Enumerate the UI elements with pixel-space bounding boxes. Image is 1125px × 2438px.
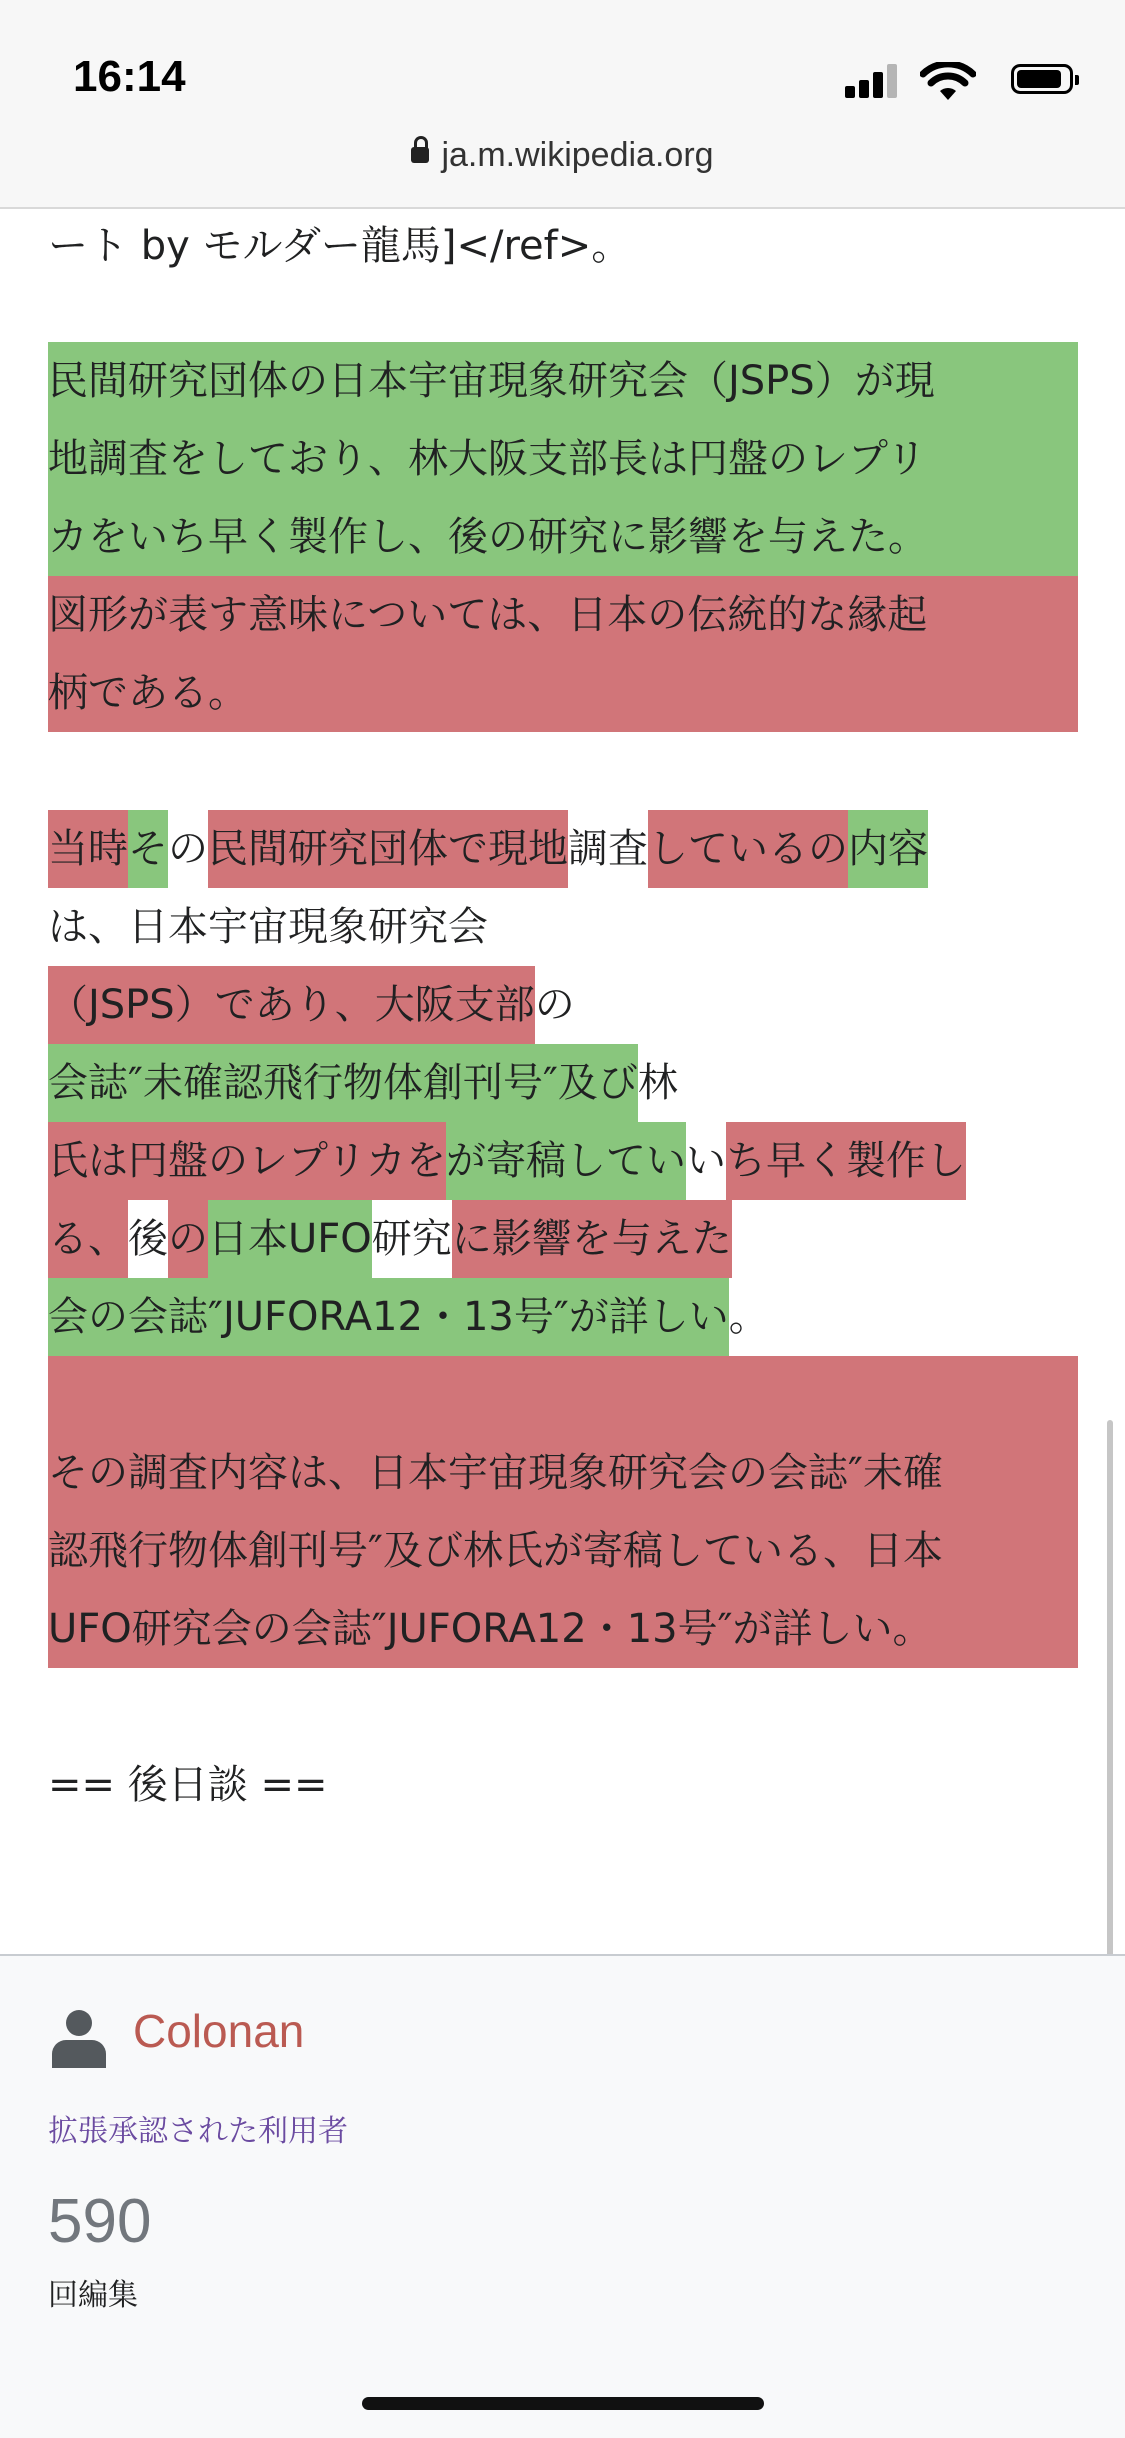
unchanged-segment: い [686, 1138, 726, 1184]
removed-segment: しているの [648, 810, 848, 888]
diff-line: UFO研究会の会誌″JUFORA12・13号″が詳しい。 [48, 1606, 933, 1652]
removed-block [48, 576, 1078, 732]
cellular-signal-icon [845, 62, 901, 98]
diff-line [48, 1044, 678, 1122]
diff-line: 地調査をしており、林大阪支部長は円盤のレプリ [48, 436, 927, 482]
diff-line [48, 888, 488, 966]
home-indicator [362, 2397, 764, 2410]
diff-line: 図形が表す意味については、日本の伝統的な縁起 [48, 592, 928, 638]
unchanged-segment: の [534, 982, 575, 1028]
edit-count-label: 回編集 [48, 2278, 138, 2313]
removed-segment: 氏は円盤のレプリカを [48, 1122, 446, 1200]
diff-line [48, 1200, 732, 1278]
added-segment: そ [128, 810, 168, 888]
wifi-icon [920, 62, 976, 102]
removed-segment: に影響を与えた [452, 1200, 732, 1278]
added-segment: 日本UFO [208, 1200, 372, 1278]
url-text: ja.m.wikipedia.org [441, 136, 714, 174]
user-footer [0, 1954, 1125, 2438]
unchanged-segment: 林 [637, 1060, 678, 1106]
username-link[interactable]: Colonan [133, 2005, 305, 2057]
diff-line: ート by モルダー龍馬]</ref>。 [48, 223, 632, 269]
user-icon [52, 2010, 106, 2070]
diff-line: その調査内容は、日本宇宙現象研究会の会誌″未確 [48, 1450, 943, 1496]
status-time: 16:14 [73, 52, 186, 101]
edit-count: 590 [48, 2187, 152, 2256]
added-segment: 内容 [848, 810, 928, 888]
removed-segment: る、 [48, 1200, 128, 1278]
lock-icon [411, 147, 429, 163]
added-segment: 会誌″未確認飛行物体創刊号″及び [48, 1044, 638, 1122]
removed-segment: 民間研究団体で現地 [208, 810, 568, 888]
diff-line: カをいち早く製作し、後の研究に影響を与えた。 [48, 514, 928, 560]
scrollbar[interactable] [1107, 1420, 1113, 2000]
diff-line [48, 1122, 966, 1200]
status-icons [821, 62, 1081, 102]
diff-line [48, 810, 928, 888]
unchanged-segment: 。 [728, 1294, 769, 1340]
added-block [48, 342, 1078, 576]
section-heading: == 後日談 == [48, 1762, 328, 1808]
unchanged-segment: は、日本宇宙現象研究会 [48, 904, 488, 950]
diff-line [48, 1278, 769, 1356]
battery-icon [1011, 64, 1073, 94]
added-segment: が寄稿してい [446, 1122, 686, 1200]
diff-line: 民間研究団体の日本宇宙現象研究会（JSPS）が現 [48, 358, 935, 404]
diff-line: 認飛行物体創刊号″及び林氏が寄稿している、日本 [48, 1528, 943, 1574]
diff-line [48, 966, 575, 1044]
address-bar[interactable] [0, 136, 1125, 175]
added-segment: 会の会誌″JUFORA12・13号″が詳しい [48, 1278, 729, 1356]
removed-block [48, 1356, 1078, 1668]
unchanged-segment: 研究 [371, 1216, 452, 1262]
removed-segment: ち早く製作し [726, 1122, 966, 1200]
unchanged-segment: 後 [128, 1216, 168, 1262]
removed-segment: （JSPS）であり、大阪支部 [48, 966, 535, 1044]
diff-line: 柄である。 [48, 670, 248, 716]
unchanged-segment: 調査 [568, 826, 648, 872]
browser-top-bar [0, 0, 1125, 209]
removed-segment: 当時 [48, 810, 128, 888]
user-role[interactable]: 拡張承認された利用者 [48, 2114, 348, 2149]
unchanged-segment: の [168, 826, 208, 872]
removed-segment: の [168, 1200, 208, 1278]
